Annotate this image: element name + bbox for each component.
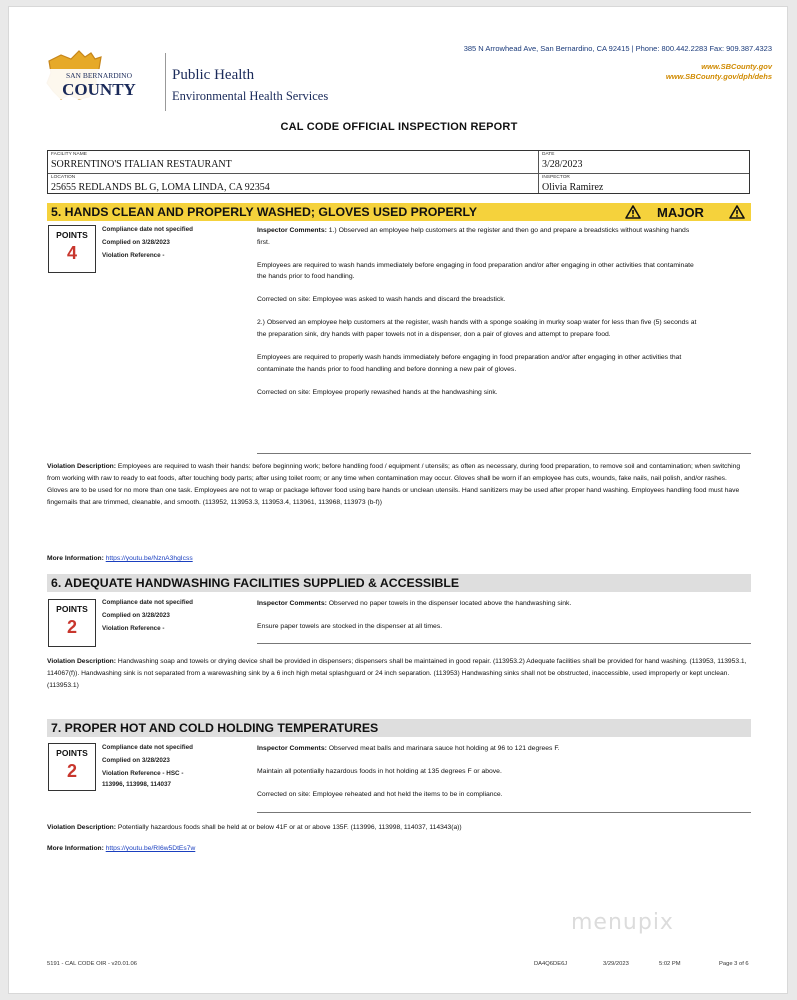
comment-text: Corrected on site: Employee reheated and hot held the items to be in compliance. — [257, 791, 503, 799]
section-5-comments — [257, 225, 697, 410]
footer-time: 5:02 PM — [659, 961, 681, 967]
section-7-more-info — [47, 843, 195, 855]
footer-page: Page 3 of 6 — [719, 961, 749, 967]
contact-address: 385 N Arrowhead Ave, San Bernardino, CA 92415 | Phone: 800.442.2283 Fax: 909.387.4323 — [463, 44, 772, 53]
description-text: Employees are required to wash their hands: before beginning work; before handling food / equipment / utensils; as often as necessary, during food preparation, to remove soil and contamination; when switching from working with raw to ready to eat foods, after touching body parts; after using toilet room; or any time when contamination may occur. Gloves shall be worn if an employee has cuts, wounds, fake nails, nail polish, and/or rashes. Gloves are to be used for no more than one task. Employees are not to wrap or package leftover food using bare hands or unclean utensils. Hand sanitizers may be used after proper hand washing. Employees handling food must have fingernails that are trimmed, cleanable, and smooth. (113952, 113953.3, 113953.4, 113961, 113968, 113973 (b-f)) — [47, 463, 741, 506]
compliance-date: Compliance date not specified — [102, 744, 193, 751]
date-label: DATE — [542, 152, 555, 157]
description-label: Violation Description: — [47, 463, 116, 470]
comment-text: 2.) Observed an employee help customers at the register, wash hands with a sponge soaking in murky soap water for less than five (5) seconds at the preparation sink, dry hands with paper towels not in a dispenser, don a pair of gloves and attempt to prepare food. — [257, 319, 697, 339]
comment-text: 1.) Observed an employee help customers at the register and then go and prepare a breadsticks without washing hands first. — [257, 227, 690, 246]
inspector-label: INSPECTOR — [542, 175, 570, 180]
major-badge: MAJOR — [657, 205, 704, 220]
points-label: POINTS — [56, 748, 88, 758]
section-7-comments — [257, 743, 751, 812]
facility-row-divider — [48, 173, 749, 174]
section-6-header — [47, 574, 751, 592]
section-7-header — [47, 719, 751, 737]
warning-icon — [625, 205, 641, 219]
section-6-description — [47, 656, 749, 692]
complied-on: Complied on 3/28/2023 — [102, 612, 170, 619]
more-info-label: More Information: — [47, 845, 104, 852]
compliance-date: Compliance date not specified — [102, 599, 193, 606]
violation-reference: Violation Reference - — [102, 252, 165, 259]
org-subtitle: Environmental Health Services — [172, 89, 329, 103]
comment-text: Observed meat balls and marinara sauce hot holding at 96 to 121 degrees F. — [328, 745, 560, 752]
compliance-date: Compliance date not specified — [102, 226, 193, 233]
comment-text: Ensure paper towels are stocked in the dispenser at all times. — [257, 623, 443, 631]
comment-divider — [257, 643, 751, 644]
section-5-description — [47, 461, 749, 509]
inspector-name: Olivia Ramirez — [542, 182, 604, 193]
description-label: Violation Description: — [47, 658, 116, 665]
header-divider — [165, 53, 166, 111]
section-6-comments — [257, 598, 751, 644]
points-label: POINTS — [56, 604, 88, 614]
website-link[interactable]: www.SBCounty.gov — [701, 62, 772, 71]
menupix-watermark: menupix — [571, 910, 674, 935]
violation-reference: Violation Reference - HSC - — [102, 770, 184, 777]
svg-text:COUNTY: COUNTY — [62, 80, 136, 99]
report-page — [8, 6, 788, 994]
complied-on: Complied on 3/28/2023 — [102, 757, 170, 764]
section-5-title: 5. HANDS CLEAN AND PROPERLY WASHED; GLOVES USED PROPERLY — [51, 205, 478, 219]
comments-label: Inspector Comments: — [257, 600, 327, 607]
footer-code: DA4Q6DE6J — [534, 961, 568, 967]
section-7-points-box — [48, 743, 96, 791]
section-7-title: 7. PROPER HOT AND COLD HOLDING TEMPERATURES — [51, 721, 379, 735]
svg-text:SAN BERNARDINO: SAN BERNARDINO — [65, 71, 133, 80]
facility-name-label: FACILITY NAME — [51, 152, 87, 157]
comments-label: Inspector Comments: — [257, 227, 327, 234]
points-value: 2 — [66, 617, 77, 637]
inspection-date: 3/28/2023 — [542, 159, 583, 170]
complied-on: Complied on 3/28/2023 — [102, 239, 170, 246]
warning-icon — [729, 205, 745, 219]
description-text: Handwashing soap and towels or drying device shall be provided in dispensers; dispensers shall be maintained in good repair. (113953.2) Adequate facilities shall be provided for hand washing. (113953, 113953.1, 114067(f)). Handwashing sink is not separated from a warewashing sink by a 6 inch high metal splashguard or 24 inch separation. (113953) Handwashing sinks shall not be obstructed, inaccessible, used improperly or kept unclean. (113953.1) — [47, 658, 747, 689]
section-5-more-info — [47, 553, 193, 565]
comment-text: Employees are required to properly wash hands immediately before engaging in food preparation and/or after engaging in other activities that contaminate the hands prior to food handling and before donning a new pair of gloves. — [257, 354, 682, 373]
section-7-description — [47, 822, 749, 834]
section-6-points-box — [48, 599, 96, 647]
footer-form-id: 5191 - CAL CODE OIR - v20.01.06 — [47, 961, 137, 967]
comment-divider — [257, 812, 751, 813]
facility-info-box — [47, 150, 750, 194]
comment-text: Employees are required to wash hands immediately before engaging in food preparation and/or after engaging in other activities that contaminate the hands prior to food handling. — [257, 261, 694, 281]
section-5-header — [47, 203, 751, 221]
dehs-website-link[interactable]: www.SBCounty.gov/dph/dehs — [665, 72, 772, 81]
section-7-meta — [102, 741, 193, 789]
location-label: LOCATION — [51, 175, 76, 180]
comment-text: Corrected on site: Employee properly rewashed hands at the handwashing sink. — [257, 388, 498, 396]
report-title: CAL CODE OFFICIAL INSPECTION REPORT — [280, 121, 518, 133]
facility-col-divider — [538, 151, 539, 193]
points-value: 2 — [66, 761, 77, 781]
more-info-link[interactable]: https://youtu.be/NznA3hgIcss — [105, 555, 193, 562]
section-5-points-box — [48, 225, 96, 273]
points-value: 4 — [66, 243, 77, 263]
more-info-label: More Information: — [47, 555, 104, 562]
comments-label: Inspector Comments: — [257, 745, 327, 752]
comment-text: Corrected on site: Employee was asked to wash hands and discard the breadstick. — [257, 296, 506, 304]
facility-location: 25655 REDLANDS BL G, LOMA LINDA, CA 92354 — [51, 182, 270, 193]
section-5-meta — [102, 223, 193, 262]
comment-text: Maintain all potentially hazardous foods in hot holding at 135 degrees F or above. — [257, 768, 502, 776]
violation-reference: Violation Reference - — [102, 625, 165, 632]
violation-reference-codes: 113996, 113998, 114037 — [102, 781, 171, 788]
more-info-link[interactable]: https://youtu.be/RI6w5DtEs7w — [105, 845, 196, 852]
section-6-title: 6. ADEQUATE HANDWASHING FACILITIES SUPPLIED & ACCESSIBLE — [51, 576, 460, 590]
description-label: Violation Description: — [47, 824, 116, 831]
san-bernardino-county-logo — [39, 47, 155, 113]
section-6-meta — [102, 596, 193, 635]
facility-name: SORRENTINO'S ITALIAN RESTAURANT — [51, 159, 232, 170]
org-name: Public Health — [172, 67, 255, 83]
comment-text: Observed no paper towels in the dispenser located above the handwashing sink. — [328, 600, 572, 607]
description-text: Potentially hazardous foods shall be held at or below 41F or at or above 135F. (113996, 113998, 114037, 114343(a)) — [117, 824, 462, 831]
footer-date: 3/29/2023 — [603, 961, 629, 967]
points-label: POINTS — [56, 230, 88, 240]
comment-divider — [257, 453, 751, 454]
